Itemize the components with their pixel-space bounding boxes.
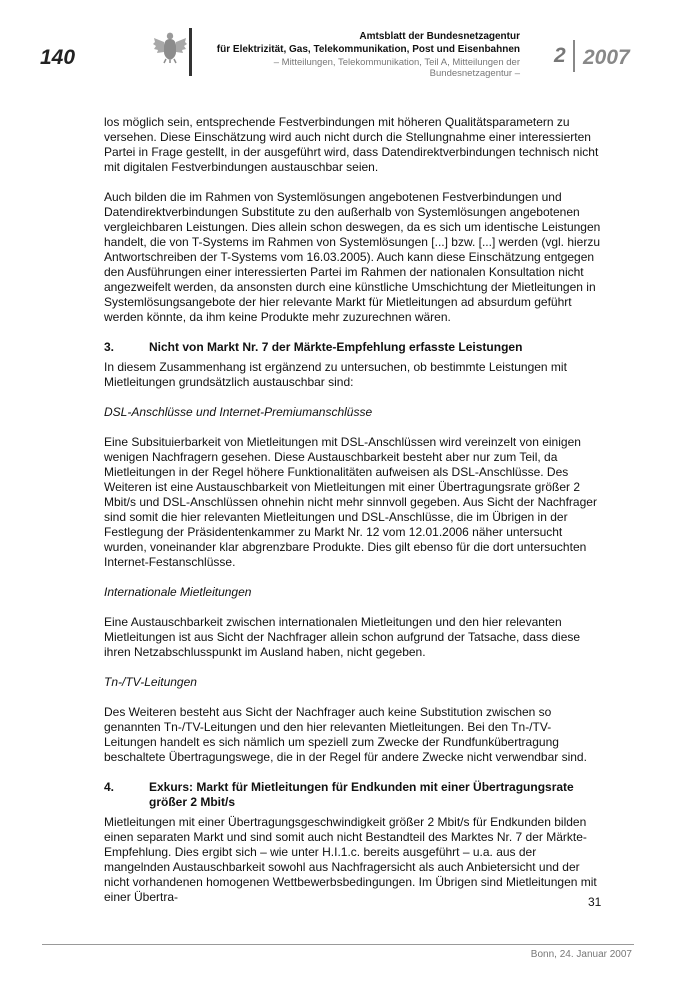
section-heading-3	[104, 340, 602, 355]
header-year: 2007	[583, 46, 630, 69]
subheading-dsl: DSL-Anschlüsse und Internet-Premiumanschlüsse	[104, 405, 373, 419]
section-title: Nicht von Markt Nr. 7 der Märkte-Empfehlung erfasste Leistungen	[149, 340, 523, 354]
header-divider	[189, 28, 192, 76]
header-subtitle: – Mitteilungen, Telekommunikation, Teil A, Mitteilungen der Bundesnetzagentur –	[273, 57, 520, 79]
document-body	[104, 115, 602, 920]
section-number: 4.	[104, 780, 115, 794]
header-title-line1: Amtsblatt der Bundesnetzagentur	[359, 31, 520, 42]
section-title: Exkurs: Markt für Mietleitungen für Endkunden mit einer Übertragungsrate größer 2 Mbit/s	[149, 780, 574, 809]
subheading-tn-tv: Tn-/TV-Leitungen	[104, 675, 197, 689]
paragraph-6: Des Weiteren besteht aus Sicht der Nachfrager auch keine Substitution zwischen so genannten Tn-/TV-Leitungen und den hier relevanten Mietleitungen. Bei den Tn-/TV-Leitungen handelt es sich nämlich um speziell zum Zwecke der Rundfunkübertragung beschaltete Übertragungswege, die in der Regel für andere Zwecke nicht verwendbar sind.	[104, 705, 587, 764]
header-issue-divider	[573, 40, 575, 72]
footer-divider	[42, 944, 634, 945]
subheading-international: Internationale Mietleitungen	[104, 585, 252, 599]
header-issue: 2	[554, 44, 566, 67]
paragraph-4: Eine Subsituierbarkeit von Mietleitungen mit DSL-Anschlüssen wird vereinzelt von einigen wenigen Nachfragern gesehen. Diese Austauschbarkeit besteht aber nur zum Teil, da Mietleitungen in der Regel höhere Funktionalitäten aufweisen als DSL-Anschlüsse. Des Weiteren ist eine Austauschbarkeit von Mietleitungen mit einer Übertragungsrate größer 2 Mbit/s und DSL-Anschlüssen ohnehin nicht mehr sinnvoll gegeben. Aus Sicht der Nachfrager sind somit die hier relevanten Mietleitungen und DSL-Anschlüsse, die im Übrigen in der Festlegung der Präsidentenkammer zu Markt Nr. 12 vom 12.01.2006 näher untersucht wurden, voneinander klar abgrenzbare Produkte. Dies gilt ebenso für die dort untersuchten Internet-Festanschlüsse.	[104, 435, 597, 569]
paragraph-3: In diesem Zusammenhang ist ergänzend zu untersuchen, ob bestimmte Leistungen mit Mietleitungen grundsätzlich austauschbar sind:	[104, 360, 567, 389]
paragraph-2: Auch bilden die im Rahmen von Systemlösungen angebotenen Festverbindungen und Datendirektverbindungen Substitute zu den außerhalb von Systemlösungen angebotenen vergleichbaren Leistungen. Dies allein schon deswegen, da es sich um identische Leistungen handelt, die von T-Systems im Rahmen von Systemlösungen [...] bzw. [...] werden (vgl. hierzu Antwortschreiben der T-Systems vom 16.03.2005). Auch kann diese Einschätzung entgegen den Ausführungen einer interessierten Partei im Rahmen der nationalen Konsultation nicht angezweifelt werden, da ansonsten durch eine künstliche Umschichtung der Mietleitungen in Systemlösungsangebote der hier relevante Markt für Mietleitungen ad absurdum geführt werden könnte, da ihm keine Produkte mehr zuzurechnen wären.	[104, 190, 601, 324]
footer-date: Bonn, 24. Januar 2007	[530, 949, 632, 960]
header-page-number: 140	[40, 46, 76, 69]
section-heading-4	[104, 780, 602, 810]
header-title-line2: für Elektrizität, Gas, Telekommunikation, Post und Eisenbahnen	[216, 44, 520, 55]
federal-eagle-icon	[152, 30, 188, 64]
paragraph-5: Eine Austauschbarkeit zwischen internationalen Mietleitungen und den hier relevanten Mietleitungen ist aus Sicht der Nachfrager allein schon aufgrund der Tatsache, dass diese ihren Netzabschlusspunkt im Ausland haben, nicht gegeben.	[104, 615, 581, 659]
paragraph-7: Mietleitungen mit einer Übertragungsgeschwindigkeit größer 2 Mbit/s für Endkunden bilden einen separaten Markt und sind somit auch nicht Bestandteil des Marktes Nr. 7 der Märkte-Empfehlung. Dies ergibt sich – wie unter H.I.1.c. bereits ausgeführt – u.a. aus der mangelnden Austauschbarkeit sowohl aus Nachfragersicht als auch Anbietersicht und der nicht vorhandenen homogenen Wettbewerbsbedingungen. Im Übrigen sind Mietleitungen mit einer Übertra-	[104, 815, 597, 904]
paragraph-1: los möglich sein, entsprechende Festverbindungen mit höheren Qualitätsparametern zu versehen. Diese Einschätzung wird auch nicht durch die Stellungnahme einer interessierten Partei in Frage gestellt, in der ausgeführt wird, dass Datendirektverbindungen technisch nicht mit digitalen Festverbindungen austauschbar seien.	[104, 115, 599, 174]
footer-page-number: 31	[588, 895, 602, 909]
section-number: 3.	[104, 340, 115, 354]
